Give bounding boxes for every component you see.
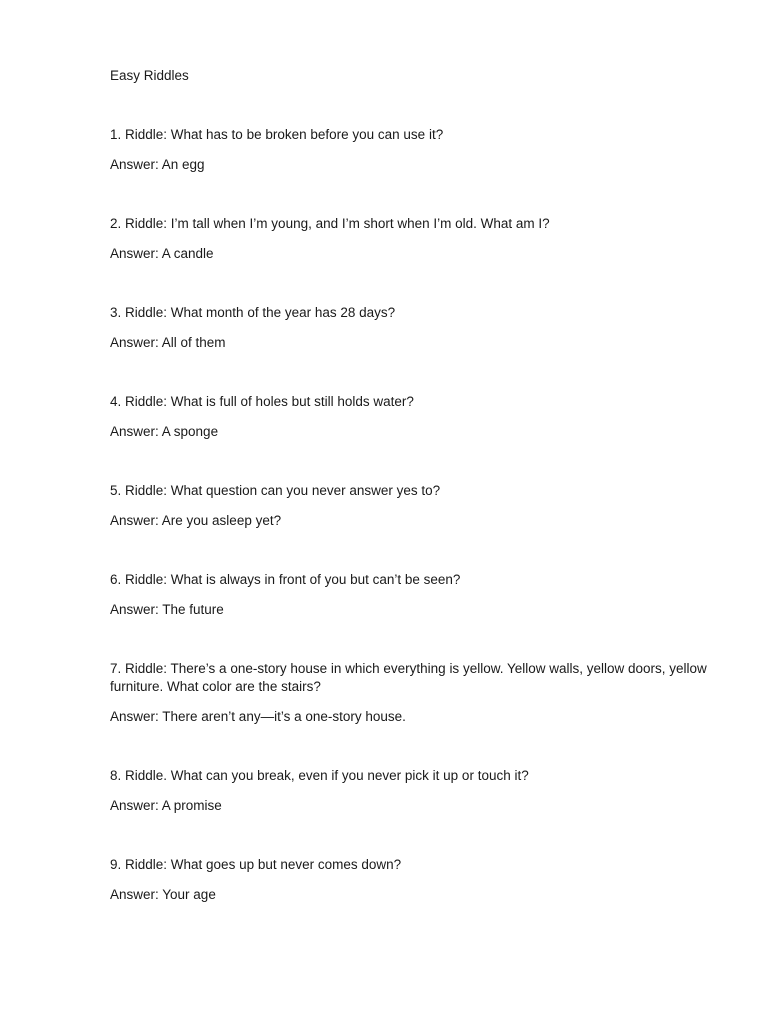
riddle-answer: Answer: An egg [110,157,205,172]
riddle-question: 5. Riddle: What question can you never answer yes to? [110,483,441,498]
riddle-question: 1. Riddle: What has to be broken before you can use it? [110,127,444,142]
riddle-item [110,660,710,726]
document-page [110,66,710,945]
riddle-answer: Answer: There aren’t any—it’s a one-story house. [110,709,406,724]
riddle-question: 7. Riddle: There’s a one-story house in which everything is yellow. Yellow walls, yellow doors, yellow furniture. What color are the stairs? [110,661,707,694]
riddle-list [110,126,710,904]
riddle-item [110,571,710,619]
riddle-item [110,482,710,530]
document-title: Easy Riddles [110,68,189,83]
riddle-item [110,856,710,904]
riddle-answer: Answer: A promise [110,798,222,813]
riddle-item [110,215,710,263]
riddle-question: 8. Riddle. What can you break, even if you never pick it up or touch it? [110,768,529,783]
riddle-question: 6. Riddle: What is always in front of you but can’t be seen? [110,572,461,587]
riddle-answer: Answer: Your age [110,887,216,902]
riddle-question: 3. Riddle: What month of the year has 28 days? [110,305,396,320]
riddle-question: 4. Riddle: What is full of holes but still holds water? [110,394,414,409]
riddle-item [110,393,710,441]
riddle-answer: Answer: The future [110,602,224,617]
riddle-item [110,126,710,174]
riddle-answer: Answer: All of them [110,335,226,350]
riddle-item [110,304,710,352]
riddle-item [110,767,710,815]
riddle-question: 2. Riddle: I’m tall when I’m young, and I’m short when I’m old. What am I? [110,216,550,231]
riddle-question: 9. Riddle: What goes up but never comes down? [110,857,402,872]
riddle-answer: Answer: A candle [110,246,214,261]
riddle-answer: Answer: A sponge [110,424,219,439]
riddle-answer: Answer: Are you asleep yet? [110,513,282,528]
